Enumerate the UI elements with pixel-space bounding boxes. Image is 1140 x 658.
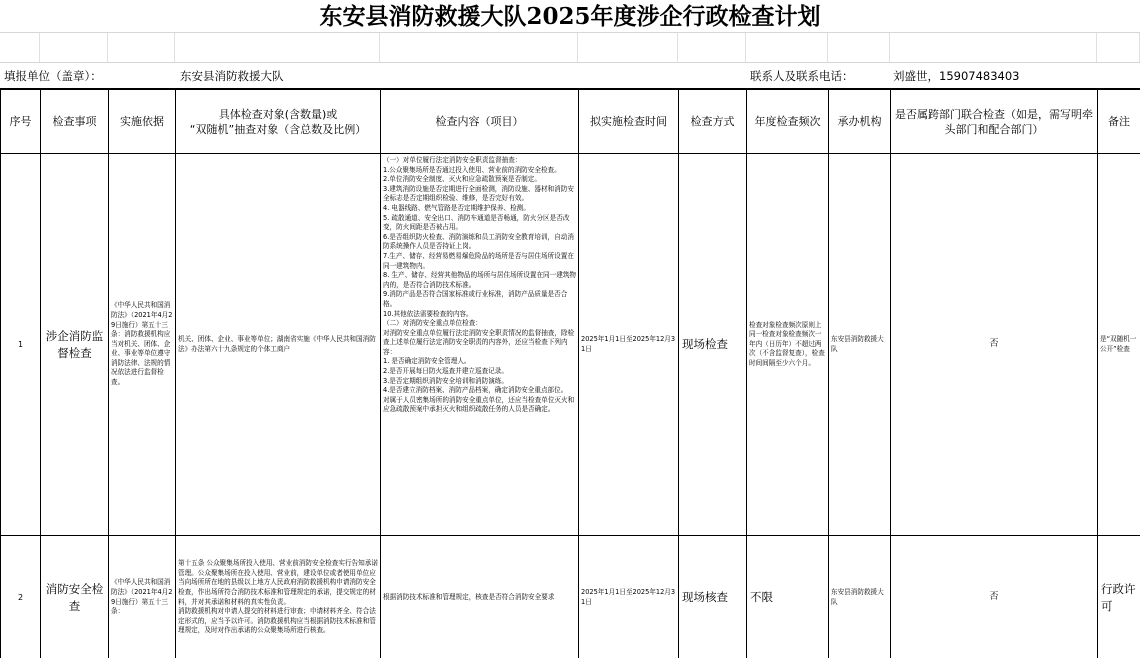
header-object: 具体检查对象(含数量)或 “双随机”抽查对象（含总数及比例） <box>176 90 381 154</box>
row-org: 东安县消防救援大队 <box>829 536 891 658</box>
row-seq: 2 <box>1 536 41 658</box>
unit-value: 东安县消防救援大队 <box>180 69 284 83</box>
header-freq: 年度检查频次 <box>747 90 829 154</box>
row-object: 机关、团体、企业、事业等单位；湖南省实施《中华人民共和国消防法》办法第六十九条规定的个体工商户 <box>176 154 381 536</box>
row-basis: 《中华人民共和国消防法》（2021年4月29日施行）第五十三条： <box>109 536 176 658</box>
row-content: 根据消防技术标准和管理规定，核查是否符合消防安全要求 <box>381 536 579 658</box>
table-header-row <box>1 90 1140 154</box>
row-freq: 检查对象检查频次原则上同一检查对象检查频次一年内（日历年）不超过两次（不含监督复查），检查时间间隔至少六个月。 <box>747 154 829 536</box>
header-basis: 实施依据 <box>109 90 176 154</box>
unit-label: 填报单位（盖章）： <box>4 69 102 83</box>
header-remark: 备注 <box>1098 90 1140 154</box>
header-method: 检查方式 <box>679 90 747 154</box>
header-seq: 序号 <box>1 90 41 154</box>
row-freq: 不限 <box>747 536 829 658</box>
contact-label: 联系人及联系电话： <box>750 69 854 83</box>
row-method: 现场核查 <box>679 536 747 658</box>
row-org: 东安县消防救援大队 <box>829 154 891 536</box>
contact-value: 刘盛世，15907483403 <box>893 69 1020 83</box>
table-row <box>1 536 1140 658</box>
row-content: （一）对单位履行法定消防安全职责监督抽查： 1.公众聚集场所是否通过投入使用、营业前的消防安全检查。 2.单位消防安全制度、灭火和应急疏散预案是否制定。 3.建筑消防设施是否定期进行全面检测，消防设施、器材和消防安全标志是否定期组织检验、维修，是否完好有效。 4. 电器线路、燃气管路是否定期维护保养、检测。 5. 疏散通道、安全出口、消防车通道是否畅通，防火分区是否改变，防火间距是否被占用。 6.是否组织防火检查、消防演练和员工消防安全教育培训，自动消防系统操作人员是否持证上岗。 7.生产、储存、经营易燃易爆危险品的场所是否与居住场所设置在同一建筑物内。 8. 生产、储存、经营其他物品的场所与居住场所设置在同一建筑物内的，是否符合消防技术标准。 9.消防产品是否符合国家标准或行业标准，消防产品质量是否合格。 10.其他依法需要检查的内容。 （二）对消防安全重点单位检查： 对消防安全重点单位履行法定消防安全职责情况的监督抽查，除检查上述单位履行法定消防安全职责的内容外，还应当检查下列内容： 1. 是否确定消防安全管理人。 2.是否开展每日防火巡查并建立巡查记录。 3.是否定期组织消防安全培训和消防演练。 4.是否建立消防档案、消防产品档案，确定消防安全重点部位。 对属于人员密集场所的消防安全重点单位，还应当检查单位灭火和应急疏散预案中承担灭火和组织疏散任务的人员是否确定。 <box>381 154 579 536</box>
row-seq: 1 <box>1 154 41 536</box>
row-basis: 《中华人民共和国消防法》（2021年4月29日施行）第五十三条：消防救援机构应当对机关、团体、企业、事业等单位遵守消防法律、法规的情况依法进行监督检查。 <box>109 154 176 536</box>
table-row <box>1 154 1140 536</box>
row-method: 现场检查 <box>679 154 747 536</box>
row-joint: 否 <box>891 536 1098 658</box>
info-row <box>0 63 1140 89</box>
page-title: 东安县消防救援大队2025年度涉企行政检查计划 <box>0 0 1140 33</box>
row-time: 2025年1月1日至2025年12月31日 <box>579 154 679 536</box>
row-remark: 是“双随机一公开”检查 <box>1098 154 1140 536</box>
row-item: 涉企消防监督检查 <box>41 154 109 536</box>
header-org: 承办机构 <box>829 90 891 154</box>
row-item: 消防安全检查 <box>41 536 109 658</box>
blank-spacer-row <box>0 33 1140 63</box>
row-time: 2025年1月1日至2025年12月31日 <box>579 536 679 658</box>
row-remark: 行政许可 <box>1098 536 1140 658</box>
header-time: 拟实施检查时间 <box>579 90 679 154</box>
header-joint: 是否属跨部门联合检查（如是，需写明牵头部门和配合部门） <box>891 90 1098 154</box>
row-joint: 否 <box>891 154 1098 536</box>
header-item: 检查事项 <box>41 90 109 154</box>
inspection-plan-table <box>0 89 1140 658</box>
row-object: 第十五条 公众聚集场所投入使用、营业前消防安全检查实行告知承诺管理。公众聚集场所在投入使用、营业前，建设单位或者使用单位应当向场所所在地的县级以上地方人民政府消防救援机构申请消防安全检查，作出场所符合消防技术标准和管理规定的承诺，提交规定的材料，并对其承诺和材料的真实性负责。 消防救援机构对申请人提交的材料进行审查；申请材料齐全、符合法定形式的，应当予以许可。消防救援机构应当根据消防技术标准和管理规定，及时对作出承诺的公众聚集场所进行核查。 <box>176 536 381 658</box>
header-content: 检查内容（项目） <box>381 90 579 154</box>
